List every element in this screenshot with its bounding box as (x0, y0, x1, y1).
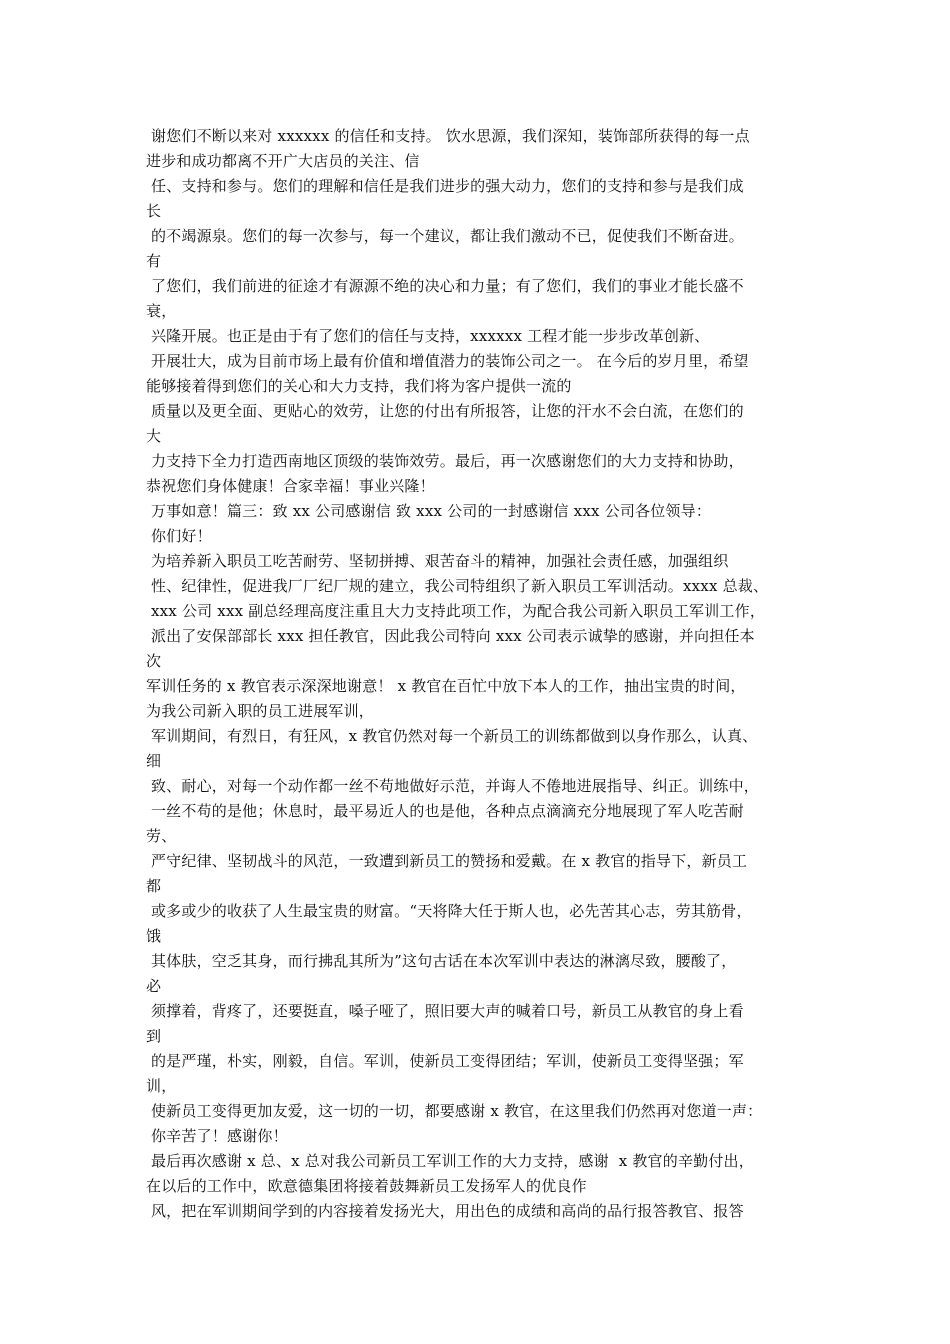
text-line: 次 (146, 652, 162, 670)
text-line: 你辛苦了！感谢你！ (146, 1127, 288, 1145)
text-line: 有 (146, 252, 162, 270)
text-line: 训， (146, 1077, 177, 1095)
text-line: 须撑着，背疼了，还要挺直，嗓子哑了，照旧要大声的喊着口号，新员工从教官的身上看 (146, 1002, 744, 1020)
text-line: 开展壮大，成为目前市场上最有价值和增值潜力的装饰公司之一。 在今后的岁月里，希望 (146, 352, 749, 370)
text-line: 了您们，我们前进的征途才有源源不绝的决心和力量；有了您们，我们的事业才能长盛不 (146, 277, 744, 295)
text-line: 力支持下全力打造西南地区顶级的装饰效劳。最后，再一次感谢您们的大力支持和协助， (146, 452, 744, 470)
text-line: 派出了安保部部长 xxx 担任教官，因此我公司特向 xxx 公司表示诚挚的感谢，并向担任本 (146, 627, 755, 645)
text-line: 饿 (146, 927, 162, 945)
text-line: 长 (146, 202, 162, 220)
text-line: 为我公司新入职的员工进展军训， (146, 702, 375, 720)
text-line: 兴隆开展。也正是由于有了您们的信任与支持，xxxxxx 工程才能一步步改革创新、 (146, 327, 710, 345)
text-line: 大 (146, 427, 162, 445)
text-line: 恭祝您们身体健康！合家幸福！事业兴隆！ (146, 477, 435, 495)
text-line: 进步和成功都离不开广大店员的关注、信 (146, 152, 420, 170)
text-line: 或多或少的收获了人生最宝贵的财富。“天将降大任于斯人也，必先苦其心志，劳其筋骨， (146, 902, 752, 920)
text-line: 万事如意！篇三：致 xx 公司感谢信 致 xxx 公司的一封感谢信 xxx 公司各位领导： (146, 502, 712, 520)
text-line: 最后再次感谢 x 总、x 总对我公司新员工军训工作的大力支持，感谢 x 教官的辛勤付出， (146, 1152, 754, 1170)
text-line: 军训期间，有烈日，有狂风，x 教官仍然对每一个新员工的训练都做到以身作那么，认真、 (146, 727, 758, 745)
text-line: 的是严瑾，朴实，刚毅，自信。军训，使新员工变得团结；军训，使新员工变得坚强；军 (146, 1052, 744, 1070)
text-line: 细 (146, 752, 162, 770)
text-line: 为培养新入职员工吃苦耐劳、坚韧拼搏、艰苦奋斗的精神，加强社会责任感，加强组织 (146, 552, 729, 570)
text-line: 谢您们不断以来对 xxxxxx 的信任和支持。 饮水思源，我们深知，装饰部所获得的每一点 (146, 127, 750, 145)
text-line: xxx 公司 xxx 副总经理高度注重且大力支持此项工作，为配合我公司新入职员工军训工作， (146, 602, 766, 620)
text-line: 能够接着得到您们的关心和大力支持，我们将为客户提供一流的 (146, 377, 572, 395)
text-line: 一丝不苟的是他；休息时，最平易近人的也是他，各种点点滴滴充分地展现了军人吃苦耐 (146, 802, 744, 820)
text-line: 在以后的工作中，欧意德集团将接着鼓舞新员工发扬军人的优良作 (146, 1177, 587, 1195)
text-line: 风，把在军训期间学到的内容接着发扬光大，用出色的成绩和高尚的品行报答教官、报答 (146, 1202, 744, 1220)
text-line: 致、耐心，对每一个动作都一丝不苟地做好示范，并诲人不倦地进展指导、纠正。训练中， (146, 777, 759, 795)
text-line: 衰， (146, 302, 177, 320)
text-line: 的不竭源泉。您们的每一次参与，每一个建议，都让我们激动不已，促使我们不断奋进。 (146, 227, 744, 245)
text-line: 到 (146, 1027, 162, 1045)
text-line: 严守纪律、坚韧战斗的风范，一致遭到新员工的赞扬和爱戴。在 x 教官的指导下，新员工 (146, 852, 748, 870)
text-line: 质量以及更全面、更贴心的效劳，让您的付出有所报答，让您的汗水不会白流，在您们的 (146, 402, 744, 420)
text-line: 都 (146, 877, 162, 895)
text-line: 性、纪律性，促进我厂厂纪厂规的建立，我公司特组织了新入职员工军训活动。xxxx 总裁、 (146, 577, 769, 595)
text-line: 劳、 (146, 827, 177, 845)
text-line: 必 (146, 977, 162, 995)
text-line: 任、支持和参与。您们的理解和信任是我们进步的强大动力，您们的支持和参与是我们成 (146, 177, 744, 195)
text-line: 军训任务的 x 教官表示深深地谢意！ x 教官在百忙中放下本人的工作，抽出宝贵的时间， (146, 677, 746, 695)
text-line: 使新员工变得更加友爱，这一切的一切，都要感谢 x 教官，在这里我们仍然再对您道一声： (146, 1102, 763, 1120)
document-body (146, 124, 836, 1224)
text-line: 你们好！ (146, 527, 212, 545)
text-line: 其体肤，空乏其身，而行拂乱其所为”这句古话在本次军训中表达的淋漓尽致，腰酸了， (146, 952, 737, 970)
